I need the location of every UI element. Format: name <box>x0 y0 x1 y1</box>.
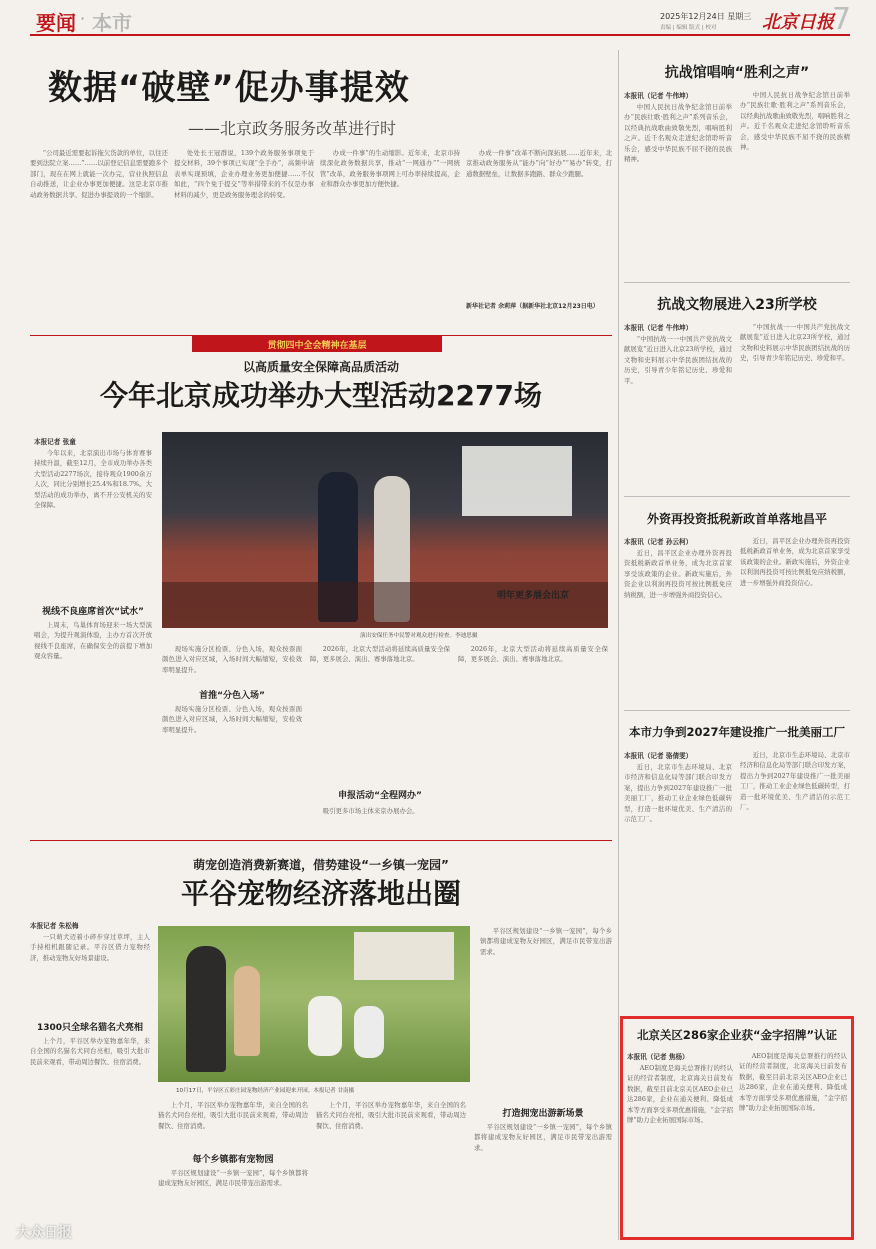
pets-body-2: 平谷区规划建设“一乡镇一宠园”，每个乡镇都将建成宠物友好园区，满足市民带宠出游需求。 <box>480 927 612 956</box>
exhibit-title: 抗战文物展进入23所学校 <box>657 297 817 313</box>
event-body-4: 2026年，北京大型活动将延续高质量安全保障，更多展会、演出、赛事落地北京。 <box>310 645 450 664</box>
exhibit-byline: 本报讯（记者 牛伟坤） <box>624 324 693 332</box>
pets-body-6: 平谷区规划建设“一乡镇一宠园”，每个乡镇都将建成宠物友好园区，满足市民带宠出游需求。 <box>474 1123 612 1152</box>
masthead <box>0 0 876 44</box>
photo-tent <box>354 932 454 980</box>
digital-col-2: 处处长王冠群说，139个政务服务事项免于提交材料，39个事项已实现“全手办”，高频申请表单实现预填，企业办理业务更加便捷……不仅如此，“四个免于提交”等举措带来的不仅是办事材料的减少，更是政务服务理念的转变。 <box>174 149 314 199</box>
section-sub: 本市 <box>92 11 132 35</box>
photo-person-2 <box>234 966 260 1056</box>
article-exhibit <box>624 284 850 494</box>
divider-right-1 <box>624 282 850 283</box>
digital-col-4: 办成一件事”改革不断向深拓展……近年来，北京推动政务服务从“能办”向“好办”“易办”转变，打通数据壁垒，让数据多跑路、群众少跑腿。 <box>466 149 612 178</box>
event-body-3: 现场实施分区检票、分色入场，观众按票面颜色进入对应区域，入场时间大幅缩短，安检效率明显提升。 <box>162 705 302 734</box>
tax-body-2: 近日，昌平区企业办理外资再投资抵税新政首单业务，成为北京首家享受该政策的企业。新政实施后，外资企业以利润再投资可按比例抵免应纳税额，进一步增强外商投资信心。 <box>740 537 850 587</box>
event-kicker: 以高质量安全保障高品质活动 <box>242 360 399 374</box>
event-photo-caption: 演出安保任务中民警对观众进行检查。李迪思摄 <box>360 633 478 639</box>
factory-body-2: 近日，北京市生态环境局、北京市经济和信息化局等部门联合印发方案，提出力争到2027年建设推广一批美丽工厂，推动工业企业绿色低碳转型，打造一批环境优美、生产清洁的示范工厂。 <box>740 751 850 812</box>
article-factory <box>624 712 850 1002</box>
photo-dog-1 <box>308 996 342 1056</box>
antiwar-body-2: 中国人民抗日战争纪念馆日前举办“民族壮歌·胜利之声”系列音乐会，以经典抗战歌曲致敬先烈，唱响胜利之声。近千名观众走进纪念馆聆听音乐会，感受中华民族不屈不挠的民族精神。 <box>740 91 850 152</box>
gold-title: 北京关区286家企业获“金字招牌”认证 <box>636 1028 838 1042</box>
pets-sub-2: 每个乡镇都有宠物园 <box>192 1155 274 1165</box>
page-number: 7 <box>832 2 852 37</box>
event-body-1: 上周末，鸟巢体育场迎来一场大型演唱会，为提升观演体验，主办方首次开放视线不良座席，在确保安全的前提下增加观众容量。 <box>34 621 152 661</box>
tax-body-1: 近日，昌平区企业办理外资再投资抵税新政首单业务，成为北京首家享受该政策的企业。新政实施后，外资企业以利润再投资可按比例抵免应纳税额，进一步增强外商投资信心。 <box>624 549 732 599</box>
pets-body-5: 上个月，平谷区举办宠物嘉年华，来自全国的名猫名犬同台亮相，吸引大批市民前来观看，带动周边餐饮、住宿消费。 <box>316 1101 466 1130</box>
pets-body-3: 平谷区规划建设“一乡镇一宠园”，每个乡镇都将建成宠物友好园区，满足市民带宠出游需求。 <box>158 1169 308 1188</box>
editors-line: 责编 | 编辑 版式 | 校对 <box>660 25 717 31</box>
pets-lead: 一只萌犬迈着小碎步穿过草坪，主人手持相机跟随记录。平谷区借力宠物经济，推动宠物友好场景建设。 <box>30 933 150 962</box>
section-main: 要闻 <box>36 11 76 35</box>
factory-title: 本市力争到2027年建设推广一批美丽工厂 <box>628 725 845 739</box>
antiwar-byline: 本报讯（记者 牛伟坤） <box>624 92 693 100</box>
event-lead: 今年以来，北京演出市场与体育赛事持续升温，截至12月，全市成功举办各类大型活动2277场次，接待观众1900余万人次，同比分别增长25.4%和18.7%。大型活动的成功举办，离不开公安机关的安全保障。 <box>34 449 152 510</box>
photo-person-1 <box>186 946 226 1072</box>
event-body-6: 2026年，北京大型活动将延续高质量安全保障，更多展会、演出、赛事落地北京。 <box>458 645 608 664</box>
digital-title: 数据“破壁”促办事提效 <box>48 68 410 108</box>
photo-stage-light <box>462 446 572 516</box>
article-events <box>30 336 612 836</box>
event-byline: 本报记者 张童 <box>34 438 76 446</box>
antiwar-body-1: 中国人民抗日战争纪念馆日前举办“民族壮歌·胜利之声”系列音乐会，以经典抗战歌曲致敬先烈，唱响胜利之声。近千名观众走进纪念馆聆听音乐会，感受中华民族不屈不挠的民族精神。 <box>624 103 732 164</box>
event-sub-1: 视线不良座席首次“试水” <box>42 607 144 617</box>
divider-right-2 <box>624 496 850 497</box>
column-divider <box>618 50 619 1240</box>
article-tax <box>624 498 850 708</box>
pets-photo-caption: 10月17日，平谷区五彩庄园宠物经济产业园迎来开园。本报记者 甘南摄 <box>176 1088 355 1094</box>
antiwar-title: 抗战馆唱响“胜利之声” <box>664 65 810 81</box>
watermark: 大众日报 <box>16 1225 72 1241</box>
pets-body-1: 上个月，平谷区举办宠物嘉年华，来自全国的名猫名犬同台亮相，吸引大批市民前来观看，带动周边餐饮、住宿消费。 <box>30 1037 150 1066</box>
pets-sub-3: 打造拥宠出游新场景 <box>502 1109 584 1119</box>
event-sub-4: 明年更多展会出京 <box>496 591 569 601</box>
pets-sub-1: 1300只全球名猫名犬亮相 <box>36 1023 144 1033</box>
article-antiwar <box>624 50 850 278</box>
event-body-2: 现场实施分区检票、分色入场，观众按票面颜色进入对应区域，入场时间大幅缩短，安检效率明显提升。 <box>162 645 302 674</box>
factory-byline: 本报讯（记者 骆倩雯） <box>624 752 693 760</box>
digital-subtitle: ——北京政务服务改革进行时 <box>188 119 397 138</box>
event-sub-3: 申报活动“全程网办” <box>338 791 422 801</box>
exhibit-body-2: “中国抗战一一中国共产党抗战文献展览”近日进入北京23所学校，通过文物和史料展示中华民族团结抗战的历史，引导青少年铭记历史、珍爱和平。 <box>740 323 850 363</box>
gold-body-2: AEO制度是海关总署推行的经认证的经营者制度，北京海关日前发布数据，截至目前北京关区AEO企业已达286家，企业在通关便利、降低成本等方面享受多项优惠措施，“金字招牌”助力企业拓展国际市场。 <box>739 1052 847 1113</box>
divider-left-mid <box>30 840 612 841</box>
tax-byline: 本报讯（记者 孙云柯） <box>624 538 693 546</box>
article-gold <box>620 1016 854 1240</box>
pets-title: 平谷宠物经济落地出圈 <box>180 877 461 910</box>
pets-kicker: 萌宠创造消费新赛道，借势建设“一乡镇一宠园” <box>193 858 449 872</box>
issue-date: 2025年12月24日 星期三 <box>660 12 752 21</box>
pets-byline: 本报记者 朱松梅 <box>30 922 79 930</box>
digital-col-1: “公司最近需要起诉拖欠货款的单位，以往还要到法院立案……”……以前登记信息需要跑多个部门，现在在网上就能一次办完，营业执照信息自动推送，让企业办事更加便捷。这是北京市推动政务数据共享、促进办事提效的一个缩影。 <box>30 149 168 199</box>
digital-credit: 新华社记者 余莉萍（据新华社北京12月23日电） <box>466 303 599 310</box>
event-sub-2: 首推“分色入场” <box>199 691 265 701</box>
section-dot: · <box>80 9 86 28</box>
event-body-5: 吸引更多市场主体来京办展办会。 <box>322 807 419 815</box>
divider-right-3 <box>624 710 850 711</box>
factory-body-1: 近日，北京市生态环境局、北京市经济和信息化局等部门联合印发方案，提出力争到2027年建设推广一批美丽工厂，推动工业企业绿色低碳转型，打造一批环境优美、生产清洁的示范工厂。 <box>624 763 732 824</box>
article-pets <box>30 842 612 1242</box>
exhibit-body-1: “中国抗战一一中国共产党抗战文献展览”近日进入北京23所学校，通过文物和史料展示中华民族团结抗战的历史，引导青少年铭记历史、珍爱和平。 <box>624 335 732 385</box>
gold-body-1: AEO制度是海关总署推行的经认证的经营者制度，北京海关日前发布数据，截至目前北京关区AEO企业已达286家，企业在通关便利、降低成本等方面享受多项优惠措施，“金字招牌”助力企业拓展国际市场。 <box>627 1064 733 1125</box>
article-digital <box>30 50 612 334</box>
digital-col-3: 办成一件事”的生动缩影。近年来，北京市持续深化政务数据共享，推动“一网通办”“一网统管”改革，政务服务事项网上可办率持续提高，企业和群众办事更加方便快捷。 <box>320 149 460 189</box>
tax-title: 外资再投资抵税新政首单落地昌平 <box>646 512 827 526</box>
pets-body-4: 上个月，平谷区举办宠物嘉年华，来自全国的名猫名犬同台亮相，吸引大批市民前来观看，带动周边餐饮、住宿消费。 <box>158 1101 308 1130</box>
event-title: 今年北京成功举办大型活动2277场 <box>100 379 542 412</box>
event-banner-text: 贯彻四中全会精神在基层 <box>267 341 367 351</box>
paper-name: 北京日报 <box>762 12 834 33</box>
photo-dog-2 <box>354 1006 384 1058</box>
gold-byline: 本报讯（记者 焦杨） <box>627 1053 689 1061</box>
pets-photo <box>158 926 470 1082</box>
